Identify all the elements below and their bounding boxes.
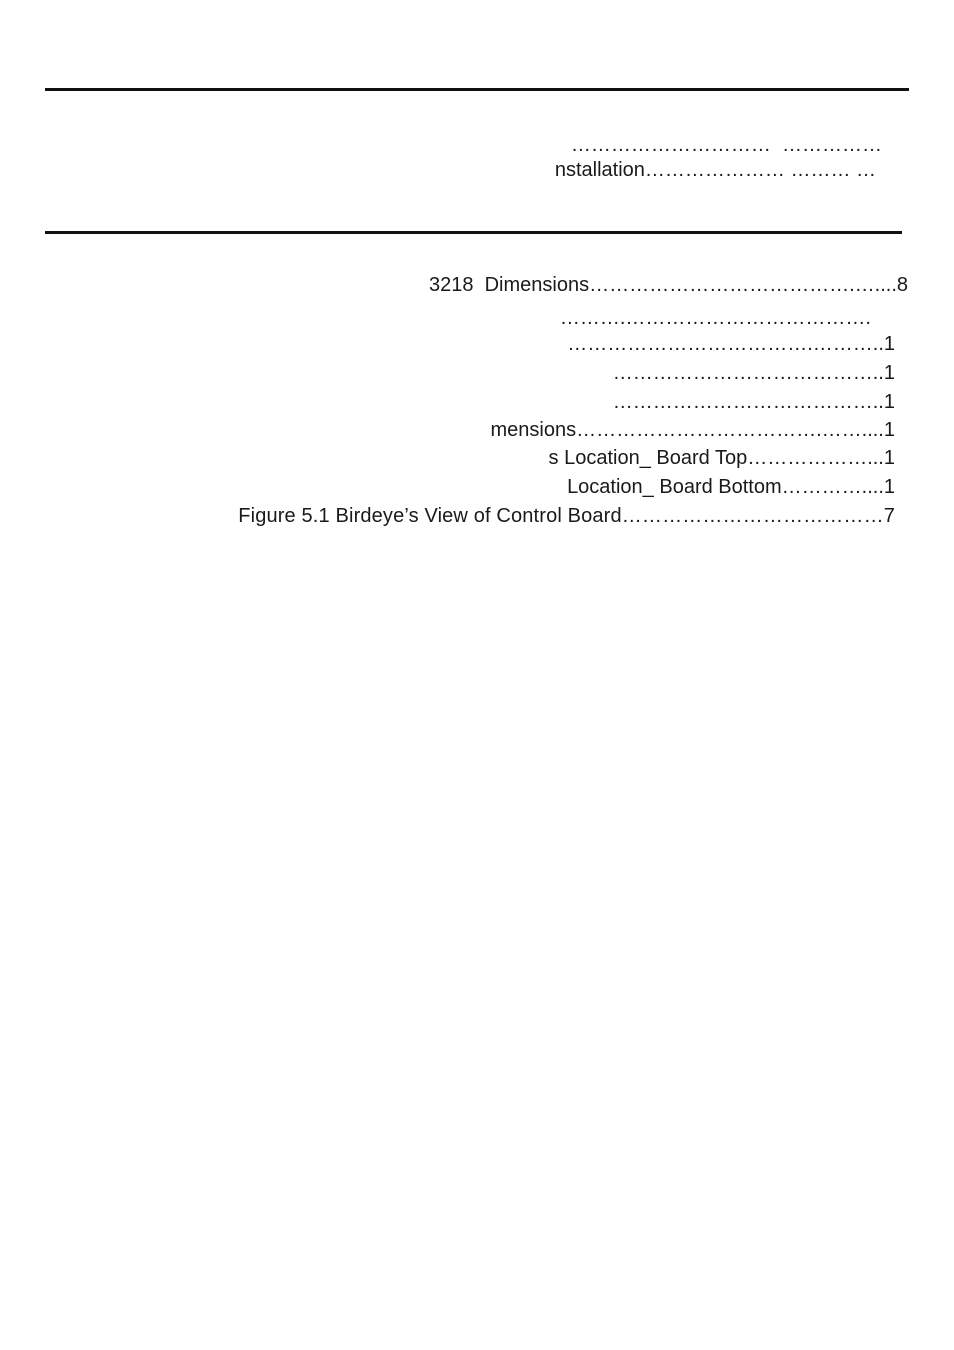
toc-entry: mensions……………………………….……....1 [490,419,895,441]
toc-entry: Location_ Board Bottom…………....1 [567,476,895,498]
toc-entry: ……….………………………………. [559,307,871,329]
toc-entry: nstallation………………… ……… … [554,159,876,181]
toc-entry: s Location_ Board Top………………...1 [548,447,895,469]
toc-entry: ………………………… …………… [570,134,882,156]
toc-entry: 3218 Dimensions………………………………….…....8 [429,274,908,296]
toc-entry: …………………………………..1 [612,391,895,413]
toc-entry: ……………………………….………..1 [567,333,895,355]
toc-entry: Figure 5.1 Birdeye’s View of Control Board…………………………………7 [238,505,895,527]
section-divider-middle [45,231,902,234]
toc-entry: …………………………………..1 [612,362,895,384]
section-divider-top [45,88,909,91]
